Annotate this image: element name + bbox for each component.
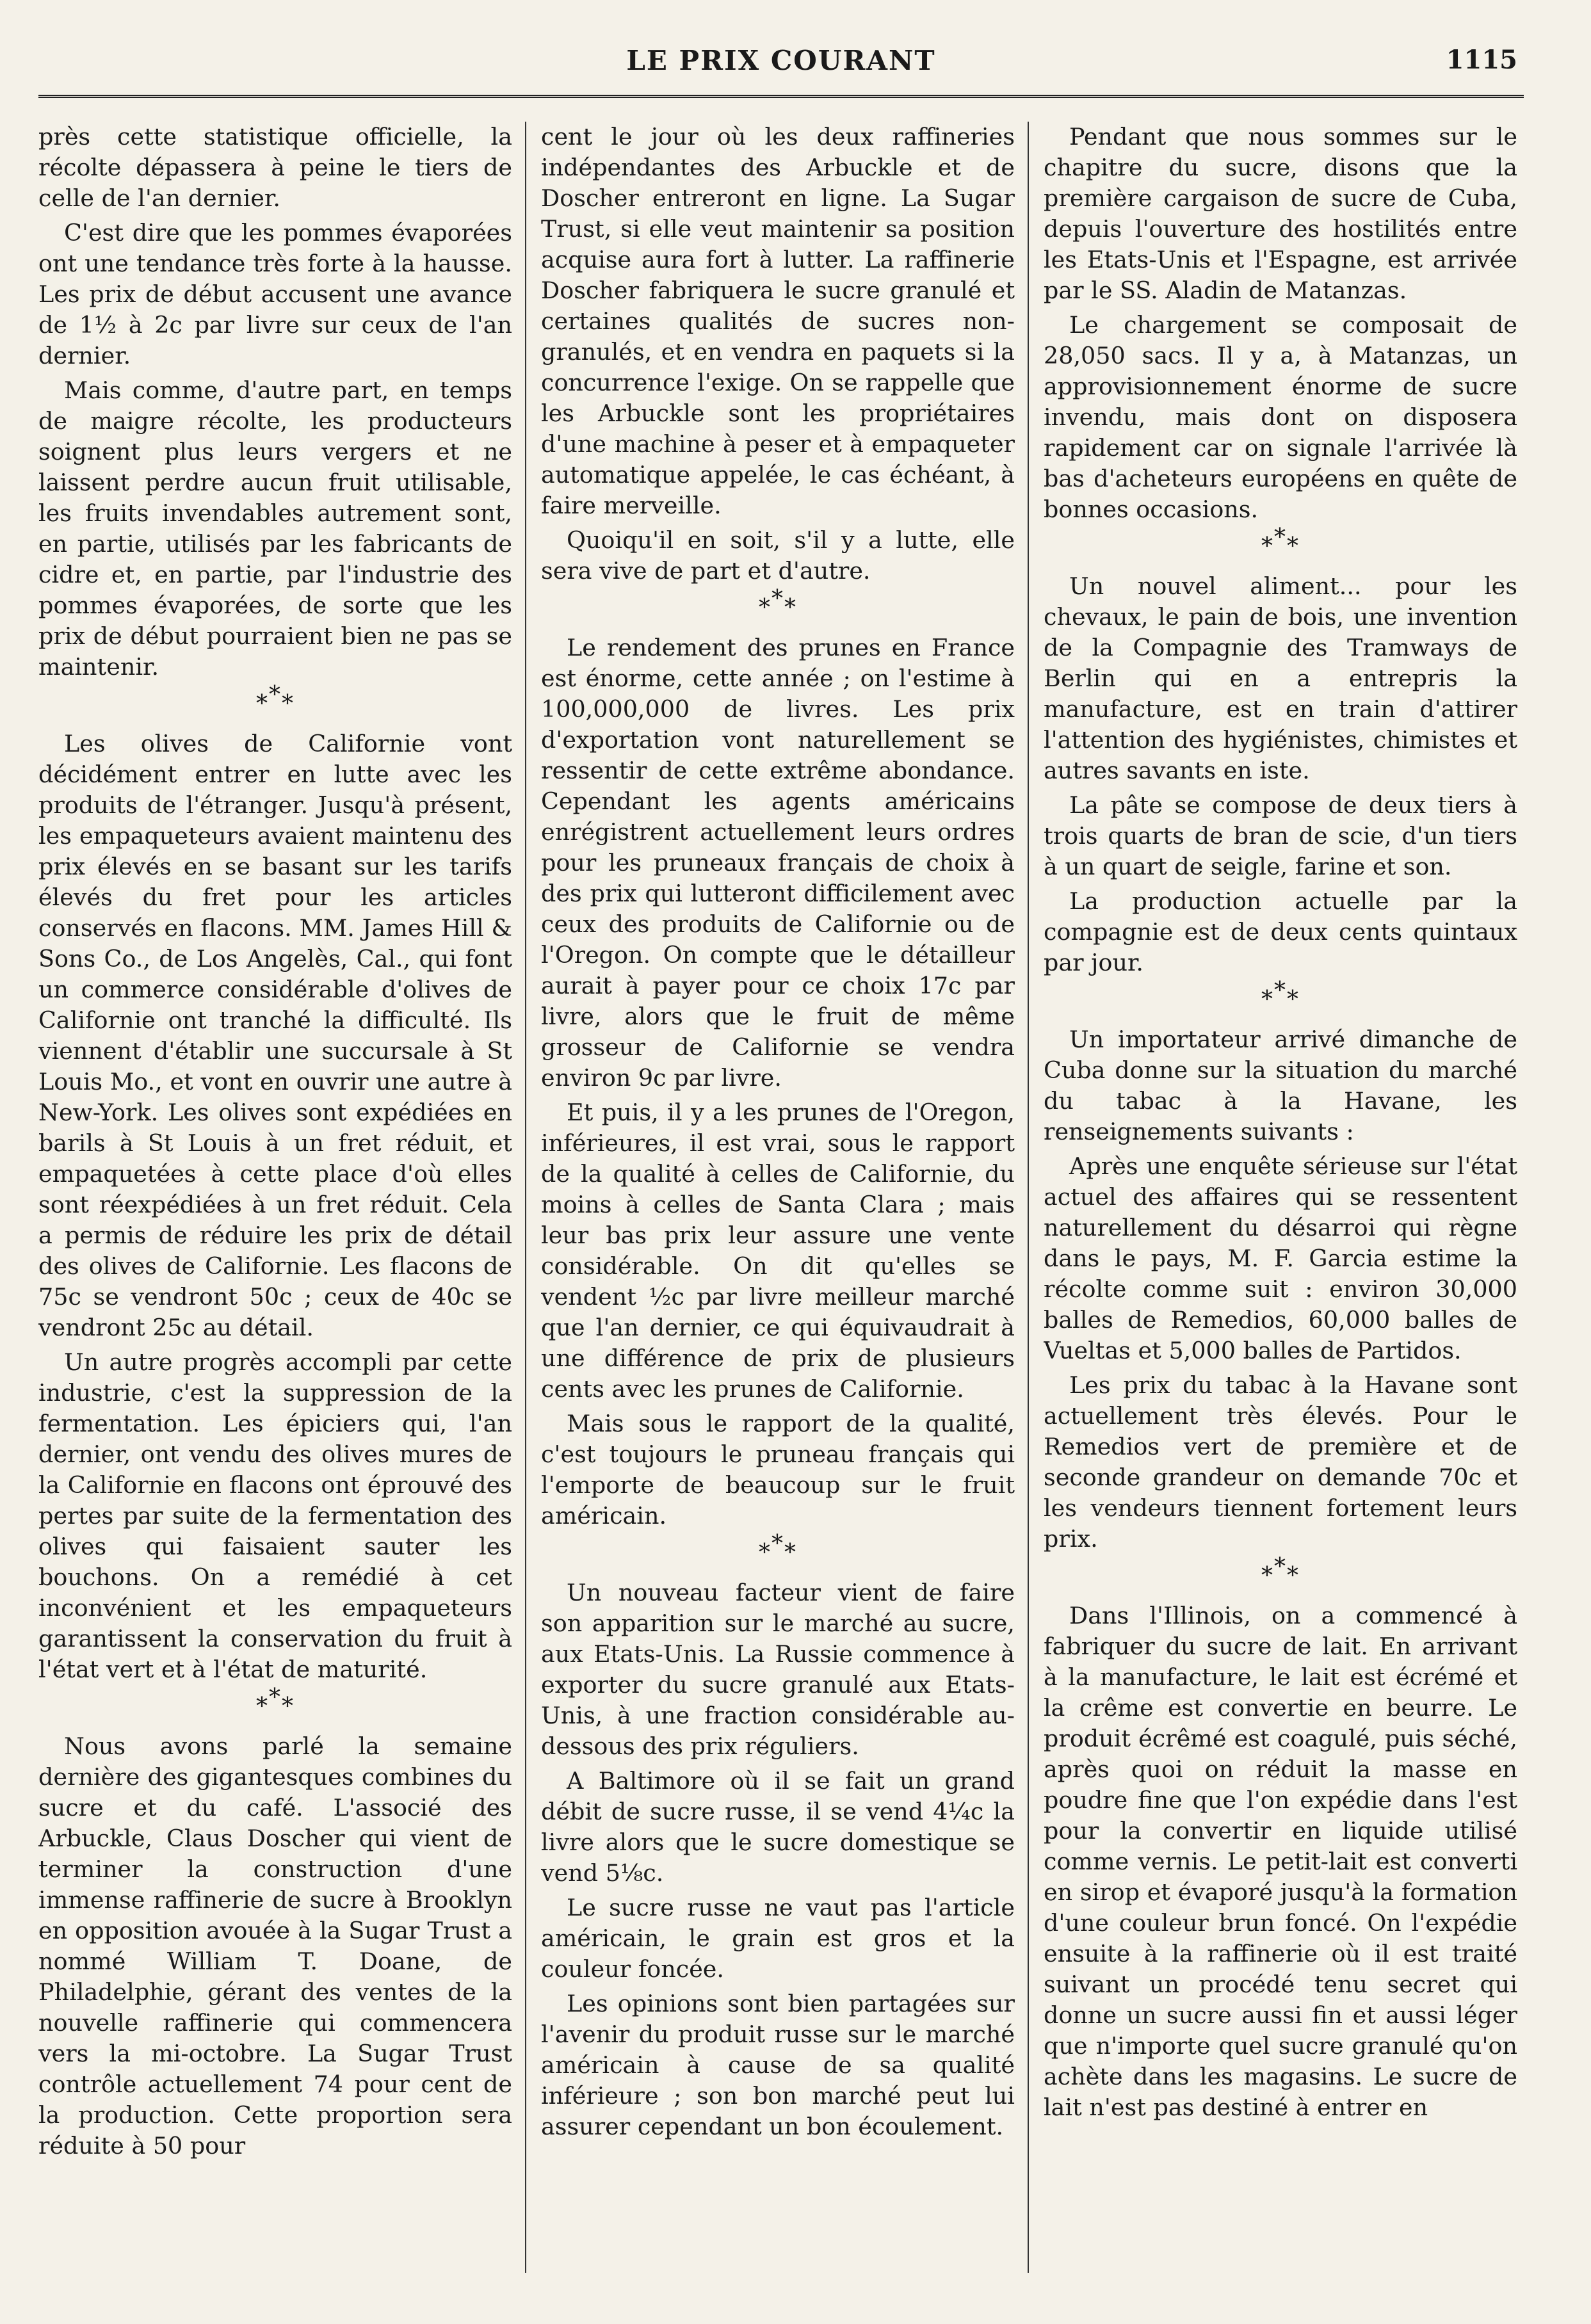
running-title: LE PRIX COURANT	[626, 45, 936, 76]
article-paragraph: Le chargement se composait de 28,050 sacs. Il y a, à Matanzas, un approvisionnement énorme de sucre invendu, mais dont on disposera rapidement car on signale l'arrivée là bas d'acheteurs européens en quête de bonnes occasions.	[1044, 311, 1517, 523]
article-paragraph: La pâte se compose de deux tiers à trois quarts de bran de scie, d'un tiers à un quart de seigle, farine et son.	[1044, 791, 1517, 880]
column-2	[541, 122, 1015, 2273]
article-paragraph: Un nouvel aliment... pour les chevaux, le pain de bois, une invention de la Compagnie des Tramways de Berlin qui en a entrepris la manufacture, est en train d'attirer l'attention des hygiénistes, chimistes et autres savants en iste.	[1044, 572, 1517, 784]
section-separator: ***	[256, 682, 295, 717]
header-rule	[38, 95, 1524, 98]
article-paragraph: Quoiqu'il en soit, s'il y a lutte, elle sera vive de part et d'autre.	[541, 526, 1015, 585]
section-separator: ***	[759, 1531, 797, 1566]
article-paragraph: cent le jour où les deux raffineries indépendantes des Arbuckle et de Doscher entreront en ligne. La Sugar Trust, si elle veut maintenir sa position acquise aura fort à lutter. La raffinerie Doscher fabriquera le sucre granulé et certaines qualités de sucres non-granulés, et en vendra en paquets si la concurrence l'exige. On se rappelle que les Arbuckle sont les propriétaires d'une machine à peser et à empaqueter automatique appelée, le cas échéant, à faire merveille.	[541, 123, 1015, 519]
text-columns	[38, 122, 1530, 2273]
article-paragraph: Le sucre russe ne vaut pas l'article américain, le grain est gros et la couleur foncée.	[541, 1894, 1015, 1983]
article-paragraph: C'est dire que les pommes évaporées ont une tendance très forte à la hausse. Les prix de début accusent une avance de 1½ à 2c par livre sur ceux de l'an dernier.	[38, 219, 512, 369]
article-paragraph: Les prix du tabac à la Havane sont actuellement très élevés. Pour le Remedios vert de première et de seconde grandeur on demande 70c et les vendeurs tiennent fortement leurs prix.	[1044, 1371, 1517, 1553]
column-divider	[525, 122, 526, 2273]
article-paragraph: Le rendement des prunes en France est énorme, cette année ; on l'estime à 100,000,000 de livres. Les prix d'exportation vont naturellement se ressentir de cette extrême abondance. Cependant les agents américains enrégistrent actuellement leurs ordres pour les pruneaux français de choix à des prix qui lutteront difficilement avec ceux des produits de Californie ou de l'Oregon. On compte que le détailleur aurait à payer pour ce choix 17c par livre, alors que le fruit de même grosseur de Californie se vendra environ 9c par livre.	[541, 634, 1015, 1092]
article-paragraph: près cette statistique officielle, la récolte dépassera à peine le tiers de celle de l'an dernier.	[38, 123, 512, 212]
article-paragraph: Un autre progrès accompli par cette industrie, c'est la suppression de la fermentation. Les épiciers qui, l'an dernier, ont vendu des olives mures de la Californie en flacons ont éprouvé des pertes par suite de la fermentation des olives qui faisaient sauter les bouchons. On a remédié à cet inconvénient et les empaqueteurs garantissent la conservation du fruit à l'état vert et à l'état de maturité.	[38, 1348, 512, 1683]
article-paragraph: Dans l'Illinois, on a commencé à fabriquer du sucre de lait. En arrivant à la manufacture, le lait est écrémé et la crême est convertie en beurre. Le produit écrêmé est coagulé, puis séché, après quoi on réduit la masse en poudre fine que l'on expédie dans l'est pour la convertir en liquide utilisé comme vernis. Le petit-lait est converti en sirop et évaporé jusqu'à la formation d'une couleur brun foncé. On l'expédie ensuite à la raffinerie où il est traité suivant un procédé tenu secret qui donne un sucre aussi fin et aussi léger que n'importe quel sucre granulé qu'on achète dans les magasins. Le sucre de lait n'est pas destiné à entrer en	[1044, 1602, 1517, 2121]
section-separator: ***	[759, 586, 797, 621]
article-paragraph: Pendant que nous sommes sur le chapitre du sucre, disons que la première cargaison de sucre de Cuba, depuis l'ouverture des hostilités entre les Etats-Unis et l'Espagne, est arrivée par le SS. Aladin de Matanzas.	[1044, 123, 1517, 304]
article-paragraph: Nous avons parlé la semaine dernière des gigantesques combines du sucre et du café. L'associé des Arbuckle, Claus Doscher qui vient de terminer la construction d'une immense raffinerie de sucre à Brooklyn en opposition avouée à la Sugar Trust a nommé William T. Doane, de Philadelphie, gérant des ventes de la nouvelle raffinerie qui commencera vers la mi-octobre. La Sugar Trust contrôle actuellement 74 pour cent de la production. Cette proportion sera réduite à 50 pour	[38, 1732, 512, 2159]
article-paragraph: Les olives de Californie vont décidément entrer en lutte avec les produits de l'étranger. Jusqu'à présent, les empaqueteurs avaient maintenu des prix élevés en se basant sur les tarifs élevés du fret pour les articles conservés en flacons. MM. James Hill & Sons Co., de Los Angelès, Cal., qui font un commerce considérable d'olives de Californie ont tranché la difficulté. Ils viennent d'établir une succursale à St Louis Mo., et vont en ouvrir une autre à New-York. Les olives sont expédiées en barils à St Louis à un fret réduit, et empaquetées à cette place d'où elles sont réexpédiées à un fret réduit. Cela a permis de réduire les prix de détail des olives de Californie. Les flacons de 75c se vendront 50c ; ceux de 40c se vendront 25c au détail.	[38, 730, 512, 1341]
column-divider	[1028, 122, 1029, 2273]
article-paragraph: Les opinions sont bien partagées sur l'avenir du produit russe sur le marché américain à cause de sa qualité inférieure ; son bon marché peut lui assurer cependant un bon écoulement.	[541, 1990, 1015, 2140]
page-header	[45, 45, 1517, 90]
column-1	[38, 122, 512, 2273]
article-paragraph: Mais comme, d'autre part, en temps de maigre récolte, les producteurs soignent plus leurs vergers et ne laissent perdre aucun fruit utilisable, les fruits invendables autrement sont, en partie, utilisés par les fabricants de cidre et, en partie, par l'industrie des pommes évaporées, de sorte que les prix de début pourraient bien ne pas se maintenir.	[38, 376, 512, 681]
page-number: 1115	[1446, 45, 1517, 75]
column-3	[1044, 122, 1517, 2273]
article-paragraph: A Baltimore où il se fait un grand débit de sucre russe, il se vend 4¼c la livre alors que le sucre domestique se vend 5⅛c.	[541, 1767, 1015, 1887]
article-paragraph: Un importateur arrivé dimanche de Cuba donne sur la situation du marché du tabac à la Havane, les renseignements suivants :	[1044, 1026, 1517, 1145]
article-paragraph: Après une enquête sérieuse sur l'état actuel des affaires qui se ressentent naturellement du désarroi qui règne dans le pays, M. F. Garcia estime la récolte comme suit : environ 30,000 balles de Remedios, 60,000 balles de Vueltas et 5,000 balles de Partidos.	[1044, 1152, 1517, 1364]
section-separator: ***	[1261, 978, 1300, 1013]
section-separator: ***	[1261, 524, 1300, 560]
article-paragraph: Un nouveau facteur vient de faire son apparition sur le marché au sucre, aux Etats-Unis. La Russie commence à exporter du sucre granulé aux Etats-Unis, à une fraction considérable au-dessous des prix réguliers.	[541, 1579, 1015, 1760]
article-paragraph: Mais sous le rapport de la qualité, c'est toujours le pruneau français qui l'emporte de beaucoup sur le fruit américain.	[541, 1410, 1015, 1529]
article-paragraph: La production actuelle par la compagnie est de deux cents quintaux par jour.	[1044, 887, 1517, 976]
article-paragraph: Et puis, il y a les prunes de l'Oregon, inférieures, il est vrai, sous le rapport de la qualité à celles de Californie, du moins à celles de Santa Clara ; mais leur bas prix leur assure une vente considérable. On dit qu'elles se vendent ½c par livre meilleur marché que l'an dernier, ce qui équivaudrait à une différence de prix de plusieurs cents avec les prunes de Californie.	[541, 1099, 1015, 1403]
section-separator: ***	[256, 1684, 295, 1720]
section-separator: ***	[1261, 1554, 1300, 1589]
